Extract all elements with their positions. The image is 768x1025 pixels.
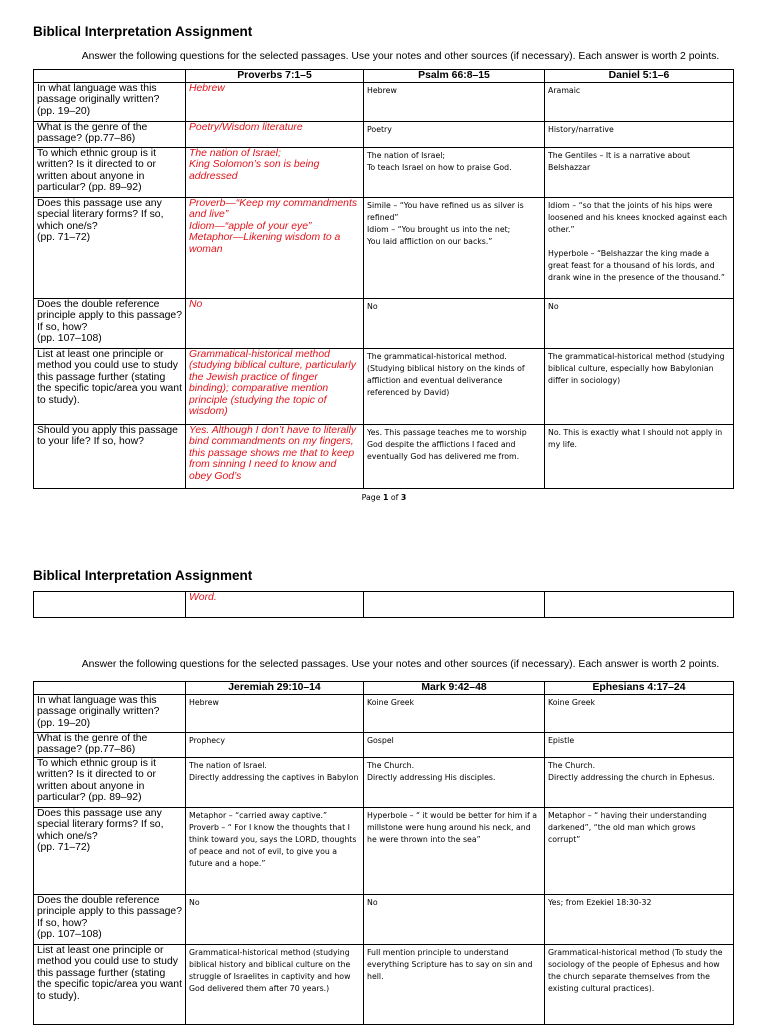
passage-table-1 (33, 69, 734, 489)
table-row (34, 349, 734, 425)
answer-cell: The Church. Directly addressing the church in Ephesus. (545, 758, 734, 808)
answer-cell: Hebrew (186, 695, 364, 733)
question-cell: Should you apply this passage to your life? If so, how? (34, 425, 186, 489)
header-cell (34, 682, 186, 695)
header-cell (34, 70, 186, 83)
header-cell: Psalm 66:8–15 (364, 70, 545, 83)
page-title: Biblical Interpretation Assignment (33, 568, 253, 583)
answer-cell: Metaphor – “carried away captive.” Proverb – “ For I know the thoughts that I think toward you, says the LORD, thoughts of peace and not of evil, to give you a future and a hope.” (186, 808, 364, 895)
answer-cell: No (545, 299, 734, 349)
answer-cell (364, 592, 545, 618)
table-row (34, 945, 734, 1025)
answer-cell: Aramaic (545, 83, 734, 122)
answer-cell: Hyperbole – “ it would be better for him if a millstone were hung around his neck, and he were thrown into the sea” (364, 808, 545, 895)
answer-cell: Full mention principle to understand everything Scripture has to say on sin and hell. (364, 945, 545, 1025)
header-cell: Mark 9:42–48 (364, 682, 545, 695)
answer-cell: Grammatical-historical method (studying biblical culture, particularly the Jewish practice of finger binding); comparative mention principle (studying the topic of wisdom) (186, 349, 364, 425)
question-cell: In what language was this passage originally written? (pp. 19–20) (34, 83, 186, 122)
page-number-prefix: Page (361, 493, 383, 502)
answer-cell: No. This is exactly what I should not apply in my life. (545, 425, 734, 489)
answer-cell: Proverb—“Keep my commandments and live” Idiom—“apple of your eye” Metaphor—Likening wisdom to a woman (186, 198, 364, 299)
page-number-current: 1 (383, 493, 389, 502)
question-cell: What is the genre of the passage? (pp.77–86) (34, 122, 186, 148)
answer-cell: Koine Greek (545, 695, 734, 733)
question-cell: To which ethnic group is it written? Is it directed to or written about anyone in particular? (pp. 89–92) (34, 758, 186, 808)
answer-cell: No (186, 895, 364, 945)
table-row (34, 758, 734, 808)
answer-cell: Poetry (364, 122, 545, 148)
header-cell: Daniel 5:1–6 (545, 70, 734, 83)
answer-cell: Yes. This passage teaches me to worship God despite the afflictions I faced and eventually God has delivered me from. (364, 425, 545, 489)
answer-cell: Hebrew (364, 83, 545, 122)
question-cell (34, 592, 186, 618)
answer-cell: Yes. Although I don’t have to literally bind commandments on my fingers, this passage shows me that to keep from sinning I need to know and obey God’s (186, 425, 364, 489)
table-row (34, 695, 734, 733)
answer-cell: Gospel (364, 733, 545, 758)
continuation-table (33, 591, 734, 618)
answer-cell: Metaphor – “ having their understanding darkened”, “the old man which grows corrupt” (545, 808, 734, 895)
header-cell: Jeremiah 29:10–14 (186, 682, 364, 695)
question-cell: Does the double reference principle apply to this passage? If so, how? (pp. 107–108) (34, 299, 186, 349)
answer-cell: Prophecy (186, 733, 364, 758)
table-row (34, 122, 734, 148)
answer-cell: The nation of Israel; To teach Israel on how to praise God. (364, 148, 545, 198)
answer-cell: The grammatical-historical method. (Studying biblical history on the kinds of affliction and eventual deliverance referenced by David) (364, 349, 545, 425)
answer-cell: Idiom – “so that the joints of his hips were loosened and his knees knocked against each other.” Hyperbole – “Belshazzar the king made a great feast for a thousand of his lords, and drank wine in the presence of the thousand.” (545, 198, 734, 299)
question-cell: In what language was this passage originally written? (pp. 19–20) (34, 695, 186, 733)
table-row (34, 299, 734, 349)
table-header-row (34, 70, 734, 83)
instructions: Answer the following questions for the selected passages. Use your notes and other sources (if necessary). Each answer is worth 2 points. (81, 51, 720, 62)
question-cell: List at least one principle or method you could use to study this passage further (stating the specific topic/area you want to study). (34, 945, 186, 1025)
answer-cell: Grammatical-historical method (studying biblical history and biblical culture on the struggle of Israelites in captivity and how God delivered them after 70 years.) (186, 945, 364, 1025)
answer-cell: No (186, 299, 364, 349)
table-header-row (34, 682, 734, 695)
header-cell: Ephesians 4:17–24 (545, 682, 734, 695)
answer-cell: No (364, 895, 545, 945)
question-cell: Does the double reference principle apply to this passage? If so, how? (pp. 107–108) (34, 895, 186, 945)
table-row (34, 198, 734, 299)
answer-cell: History/narrative (545, 122, 734, 148)
table-row (34, 83, 734, 122)
page-number (0, 493, 768, 502)
answer-cell: Poetry/Wisdom literature (186, 122, 364, 148)
table-row (34, 733, 734, 758)
table-row (34, 425, 734, 489)
table-row (34, 592, 734, 618)
question-cell: List at least one principle or method you could use to study this passage further (stating the specific topic/area you want to study). (34, 349, 186, 425)
answer-cell: The nation of Israel. Directly addressing the captives in Babylon (186, 758, 364, 808)
answer-cell: Simile – “You have refined us as silver is refined” Idiom – “You brought us into the net; You laid affliction on our backs.” (364, 198, 545, 299)
page-number-total: 3 (400, 493, 407, 502)
page-number-sep: of (388, 493, 401, 502)
table-row (34, 148, 734, 198)
answer-cell: Grammatical-historical method (To study the sociology of the people of Ephesus and how the church separate themselves from the existing cultural practices). (545, 945, 734, 1025)
question-cell: To which ethnic group is it written? Is it directed to or written about anyone in particular? (pp. 89–92) (34, 148, 186, 198)
answer-cell: The Gentiles – It is a narrative about Belshazzar (545, 148, 734, 198)
question-cell: Does this passage use any special literary forms? If so, which one/s? (pp. 71–72) (34, 808, 186, 895)
instructions: Answer the following questions for the selected passages. Use your notes and other sources (if necessary). Each answer is worth 2 points. (81, 659, 720, 670)
answer-cell: Word. (186, 592, 364, 618)
answer-cell: The grammatical-historical method (studying biblical culture, especially how Babylonian differ in sociology) (545, 349, 734, 425)
passage-table-2 (33, 681, 734, 1025)
question-cell: What is the genre of the passage? (pp.77–86) (34, 733, 186, 758)
page-title: Biblical Interpretation Assignment (33, 24, 253, 39)
answer-cell: The Church. Directly addressing His disciples. (364, 758, 545, 808)
answer-cell: Koine Greek (364, 695, 545, 733)
answer-cell: Epistle (545, 733, 734, 758)
answer-cell: Hebrew (186, 83, 364, 122)
header-cell: Proverbs 7:1–5 (186, 70, 364, 83)
table-row (34, 895, 734, 945)
answer-cell: The nation of Israel; King Solomon’s son is being addressed (186, 148, 364, 198)
question-cell: Does this passage use any special literary forms? If so, which one/s? (pp. 71–72) (34, 198, 186, 299)
table-row (34, 808, 734, 895)
answer-cell (545, 592, 734, 618)
answer-cell: Yes; from Ezekiel 18:30-32 (545, 895, 734, 945)
answer-cell: No (364, 299, 545, 349)
